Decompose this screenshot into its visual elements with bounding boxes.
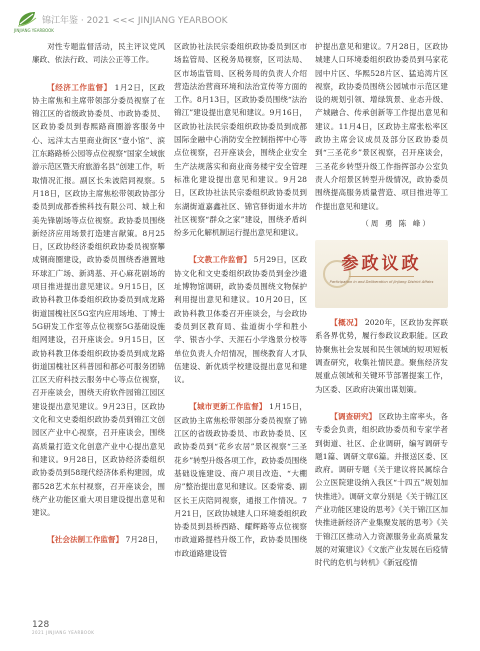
yearbook-logo [14, 10, 54, 33]
author-byline: （周 勇 陈 峰） [361, 218, 432, 228]
paragraph: 【概况】 2020年，区政协发挥联系各界优势，履行参政议政职能。区政协聚焦社会发展和民生领域的短项短板调查研究，收集社情民意。聚焦经济发展重点领域和关键环节部署提案工作，为区委、区政府决策出谋划策。 [315, 318, 449, 394]
paragraph: 【调查研究】 区政协主席率头，各专委会负责，组织政协委员和专家学者到街道、社区、企业调研，编写调研专题1篇、调研文章6篇。并报送区委、区政府。调研专题《关于建议将民属综合公立医院建设纳入我区“十四五”规划加快推进》。调研文章分别是《关于锦江区产业功能区建设的思考》《关于锦江区加快推进新经济产业集聚发展的思考》《关于锦江区推动入力资源服务业高质量发展的对策建议》《文旅产业发展在后疫情时代的危机与转机》《新冠疫情 [315, 411, 448, 568]
section-heading: 【概况】 [330, 318, 363, 328]
page-header [16, 10, 466, 32]
text-column-3 [315, 40, 448, 570]
logo-caption: JINJIANG YEARBOOK [14, 28, 54, 33]
section-heading: 【调查研究】 [330, 411, 377, 421]
paragraph: 【文教工作监督】 5月29日，区政协文化和文史委组织政协委员到金沙遗址博物馆调研，政协委员围绕文物保护利用提出意见和建议。10月20日，区政协科教卫体委召开座谈会，与会政协委员到区教育局、盐道街小学和胜小学、银杏小学、天涯石小学逸景分校等单位负责人介绍情况，围绕教育人才队伍建设、新优质学校建设提出意见和建议。 [174, 255, 308, 385]
footer-caption: 2021 JINJIANG YEARBOOK [32, 630, 95, 635]
section-heading: 【文教工作监督】 [189, 255, 252, 265]
text-column-2 [174, 40, 307, 560]
banner-divider [349, 276, 414, 277]
paragraph: 【社会法制工作监督】 7月28日， [47, 535, 163, 545]
running-title: 锦江年鉴 · 2021 <<< JINJIANG YEARBOOK [42, 16, 228, 26]
section-heading: 【城市更新工作监督】 [189, 402, 267, 412]
section-heading: 【社会法制工作监督】 [47, 535, 124, 545]
leaf-logo-icon [16, 10, 38, 28]
section-heading: 【经济工作监督】 [47, 82, 112, 92]
text-column-1 [32, 40, 165, 547]
paragraph: 区政协社法民宗委组织政协委员到区市场监管局、区税务局视察，区司法局、区市场监管局、区税务局的负责人介绍营造法治营商环境和法治宣传等方面的工作。8月13日，区政协委员围绕“法治锦江”建设提出意见和建议。9月16日，区政协社法民宗委组织政协委员到成都国际金融中心消防安全控制指挥中心等点位视察，召开座谈会，围绕企业安全生产法规落实和商业商务楼宇安全管理标准化建设提出意见和建议。9月28日，区政协社法民宗委组织政协委员到东湖街道嘉鑫社区、锦官驿街道水井坊社区视察“群众之家”建设，围绕矛盾纠纷多元化解机制运行提出意见和建议。 [174, 42, 307, 238]
chapter-banner [315, 240, 448, 308]
chapter-title: 参政议政 [341, 254, 422, 275]
chapter-subtitle: Participation in and Deliberation of Jinjiang District Affairs [329, 280, 434, 285]
paragraph: 【经济工作监督】 1月2日，区政协主席焦和主席带领部分委员视察了在锦江区的省级政协委员、市政协委员、区政协委员到春熙路商圈游客服务中心、远洋太古里商业街区“壹小馆”、滨江东路路桥公园等点位视察“国家全域旅游示范区暨天府旅游名县”创建工作，听取情况汇报。副区长朱波陪同视察。5月18日，区政协主席焦松带领政协部分委员到成都香熊科技有限公司、城上和美先锋剧场等点位视察。政协委员围绕新经济应用场景打造建言献策。8月25日，区政协经济委组织政协委员视察攀成钢商圈建设，政协委员围绕香港置地环球汇广场、新鸿基、开心麻花剧场的项目推进提出意见建议。9月15日，区政协科教卫体委组织政协委员到成龙路街道国槐社区5G室内应用场地、丁博士5G研发工作室等点位视察5G基础设施组网建设，召开座谈会。9月15日，区政协科教卫体委组织政协委员到成龙路街道国槐社区科普园和都必可服务团锦江区天府科技云服务中心等点位视察，召开座谈会，围绕天府软件园锦江园区建设提出意见建议。9月23日，区政协文化和文史委组织政协委员到锦江文创园区产业中心视察，召开座谈会，围绕高质量打造文化创意产业中心提出意见和建议。9月28日，区政协经济委组织政协委员到58现代经济体系构建园，成都528艺术东村视察，召开座谈会，围绕产业功能区重大项目建设提出意见和建议。 [32, 82, 165, 518]
paragraph: 对性专题监督活动，民主评议党风廉政、依法行政、司法公正等工作。 [32, 42, 165, 65]
paragraph: 护提出意见和建议。7月28日，区政协城建人口环境委组织政协委员到马家花园中片区、华熙528片区、猛追湾片区视察，政协委员围绕公园城市示范区建设的规划引领、增绿筑景、业态升级、产城融合、传承创新等工作提出意见和建议。11月4日，区政协主席张松率区政协主席会议成员及部分区政协委员到“三圣花乡”景区视察，召开座谈会，三圣花乡转型升级工作指挥部办公室负责人介绍景区转型升级情况，政协委员围绕提高服务质量营造、项目推进等工作提出意见和建议。 [315, 42, 448, 211]
page-number: 128 [32, 620, 50, 630]
paragraph: 【城市更新工作监督】 1月15日，区政协主席焦松带领部分委员视察了锦江区的省级政协委员、市政协委员、区政协委员到“花乡农居”景区视察“三圣花乡”转型升级各项工作，政协委员围绕基础设施建设、商户项目改造、“大棚房”整治提出意见和建议。区委常委、副区长王庆陪同视察，通报工作情况。7月21日，区政协城建人口环境委组织政协委员到县桥西路、耀辉路等点位视察市政道路提档升级工作，政协委员围绕市政道路建设管 [174, 402, 307, 558]
page-footer [32, 620, 94, 635]
